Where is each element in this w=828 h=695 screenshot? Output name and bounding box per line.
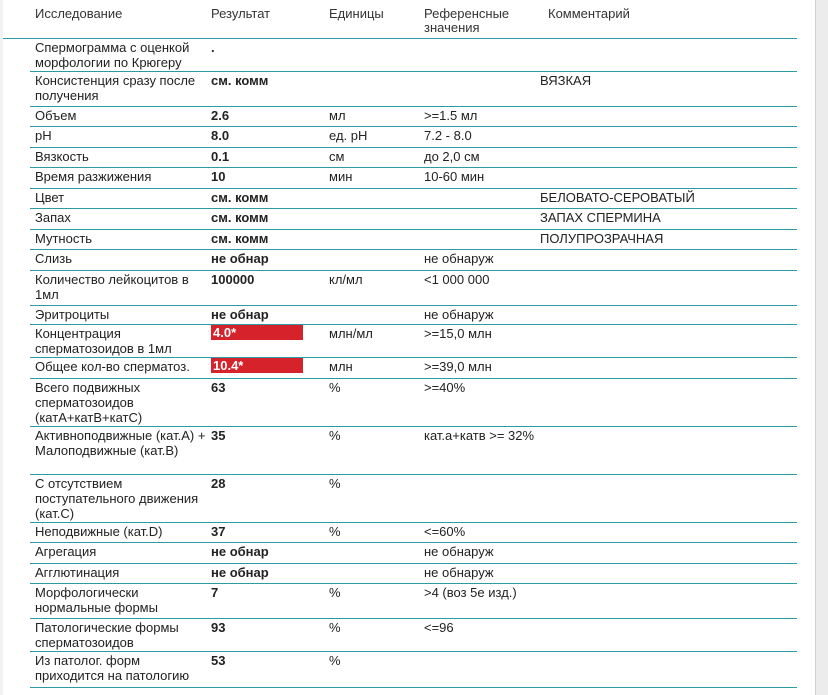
row-name: Цвет xyxy=(35,190,65,205)
row-result: не обнар xyxy=(211,565,269,580)
row-name: pH xyxy=(35,128,52,143)
row-name: Эритроциты xyxy=(35,307,110,322)
table-row xyxy=(30,474,797,523)
header-units: Единицы xyxy=(329,6,384,21)
row-result: 37 xyxy=(211,524,226,539)
row-result: не обнар xyxy=(211,544,269,559)
table-row xyxy=(30,270,797,306)
row-unit: кл/мл xyxy=(329,272,363,287)
row-name: Запах xyxy=(35,210,71,225)
row-result: см. комм xyxy=(211,231,269,246)
table-row xyxy=(30,38,797,72)
table-row xyxy=(30,357,797,379)
row-name: Общее кол-во сперматоз. xyxy=(35,359,190,374)
table-row xyxy=(30,651,797,688)
row-result: 100000 xyxy=(211,272,255,287)
row-name: Концентрация сперматозоидов в 1мл xyxy=(35,326,172,356)
row-result: см. комм xyxy=(211,190,269,205)
row-result: 35 xyxy=(211,428,226,443)
row-result: 53 xyxy=(211,653,226,668)
table-row xyxy=(30,249,797,271)
row-reference: <=60% xyxy=(424,524,466,539)
table-row xyxy=(30,522,797,543)
row-result: см. комм xyxy=(211,210,269,225)
table-row xyxy=(30,426,797,475)
row-result: 0.1 xyxy=(211,149,230,164)
row-reference: >=39,0 млн xyxy=(424,359,492,374)
row-name: Количество лейкоцитов в 1мл xyxy=(35,272,189,302)
row-comment: ПОЛУПРОЗРАЧНАЯ xyxy=(540,231,664,246)
row-unit: % xyxy=(329,653,341,668)
row-unit: % xyxy=(329,380,341,395)
page-edge xyxy=(815,0,828,695)
row-reference: не обнаруж xyxy=(424,544,494,559)
row-reference: не обнаруж xyxy=(424,565,494,580)
table-row xyxy=(30,542,797,564)
row-unit: % xyxy=(329,428,341,443)
row-name: Слизь xyxy=(35,251,72,266)
table-row xyxy=(30,188,797,209)
row-name: Время разжижения xyxy=(35,169,152,184)
table-row xyxy=(30,126,797,148)
row-reference: не обнаруж xyxy=(424,307,494,322)
row-result: 7 xyxy=(211,585,219,600)
row-result: 10 xyxy=(211,169,226,184)
row-reference: до 2,0 см xyxy=(424,149,480,164)
row-reference: не обнаруж xyxy=(424,251,494,266)
row-unit: мин xyxy=(329,169,353,184)
row-name: Патологические формы сперматозоидов xyxy=(35,620,179,650)
table-row xyxy=(30,563,797,584)
row-result-flagged: 4.0* xyxy=(211,325,303,340)
row-result-flagged: 10.4* xyxy=(211,358,303,373)
row-unit: см xyxy=(329,149,345,164)
row-reference: >=1.5 мл xyxy=(424,108,478,123)
row-unit: % xyxy=(329,476,341,491)
row-unit: % xyxy=(329,620,341,635)
header-result: Результат xyxy=(211,6,271,21)
row-reference: >=15,0 млн xyxy=(424,326,492,341)
row-result: . xyxy=(211,40,215,55)
table-row xyxy=(30,106,797,127)
row-result: не обнар xyxy=(211,251,269,266)
row-result: 28 xyxy=(211,476,226,491)
row-comment: ВЯЗКАЯ xyxy=(540,73,592,88)
row-unit: млн/мл xyxy=(329,326,373,341)
row-name: Неподвижные (кат.D) xyxy=(35,524,163,539)
row-name: Спермограмма с оценкой морфологии по Крюгеру xyxy=(35,40,190,70)
row-unit: млн xyxy=(329,359,353,374)
header-reference: Референсные значения xyxy=(424,6,510,35)
row-name: Активноподвижные (кат.А) + Малоподвижные (кат.В) xyxy=(35,428,206,458)
row-result: не обнар xyxy=(211,307,269,322)
row-reference: <=96 xyxy=(424,620,454,635)
header-comment: Комментарий xyxy=(548,6,630,21)
row-reference: 10-60 мин xyxy=(424,169,485,184)
page-shadow-left xyxy=(0,0,3,695)
table-row xyxy=(30,147,797,168)
table-row xyxy=(30,324,797,358)
table-row xyxy=(30,208,797,230)
row-result: 2.6 xyxy=(211,108,230,123)
row-name: Агрегация xyxy=(35,544,97,559)
row-unit: ед. pH xyxy=(329,128,368,143)
row-name: Объем xyxy=(35,108,77,123)
header-name: Исследование xyxy=(35,6,123,21)
table-header xyxy=(0,0,797,39)
row-comment: ЗАПАХ СПЕРМИНА xyxy=(540,210,661,225)
row-unit: % xyxy=(329,524,341,539)
table-row xyxy=(30,229,797,250)
row-name: Агглютинация xyxy=(35,565,120,580)
row-reference: 7.2 - 8.0 xyxy=(424,128,472,143)
row-name: Консистенция сразу после получения xyxy=(35,73,196,103)
table-row xyxy=(30,618,797,652)
row-result: 63 xyxy=(211,380,226,395)
table-row xyxy=(30,305,797,325)
row-name: Всего подвижных сперматозоидов (катА+катВ+катС) xyxy=(35,380,143,425)
row-unit: % xyxy=(329,585,341,600)
row-name: Вязкость xyxy=(35,149,89,164)
row-name: Из патолог. форм приходится на патологию xyxy=(35,653,190,683)
row-reference: <1 000 000 xyxy=(424,272,490,287)
row-name: Морфологически нормальные формы xyxy=(35,585,158,615)
row-result: 93 xyxy=(211,620,226,635)
row-reference: >4 (воз 5е изд.) xyxy=(424,585,517,600)
table-row xyxy=(30,378,797,427)
row-comment: БЕЛОВАТО-СЕРОВАТЫЙ xyxy=(540,190,695,205)
row-reference: кат.а+катв >= 32% xyxy=(424,428,535,443)
row-reference: >=40% xyxy=(424,380,466,395)
row-result: см. комм xyxy=(211,73,269,88)
table-row xyxy=(30,167,797,189)
row-unit: мл xyxy=(329,108,346,123)
row-name: С отсутствием поступательного движения (кат.С) xyxy=(35,476,199,521)
row-result: 8.0 xyxy=(211,128,230,143)
table-row xyxy=(30,583,797,619)
row-name: Мутность xyxy=(35,231,93,246)
table-row xyxy=(30,71,797,107)
